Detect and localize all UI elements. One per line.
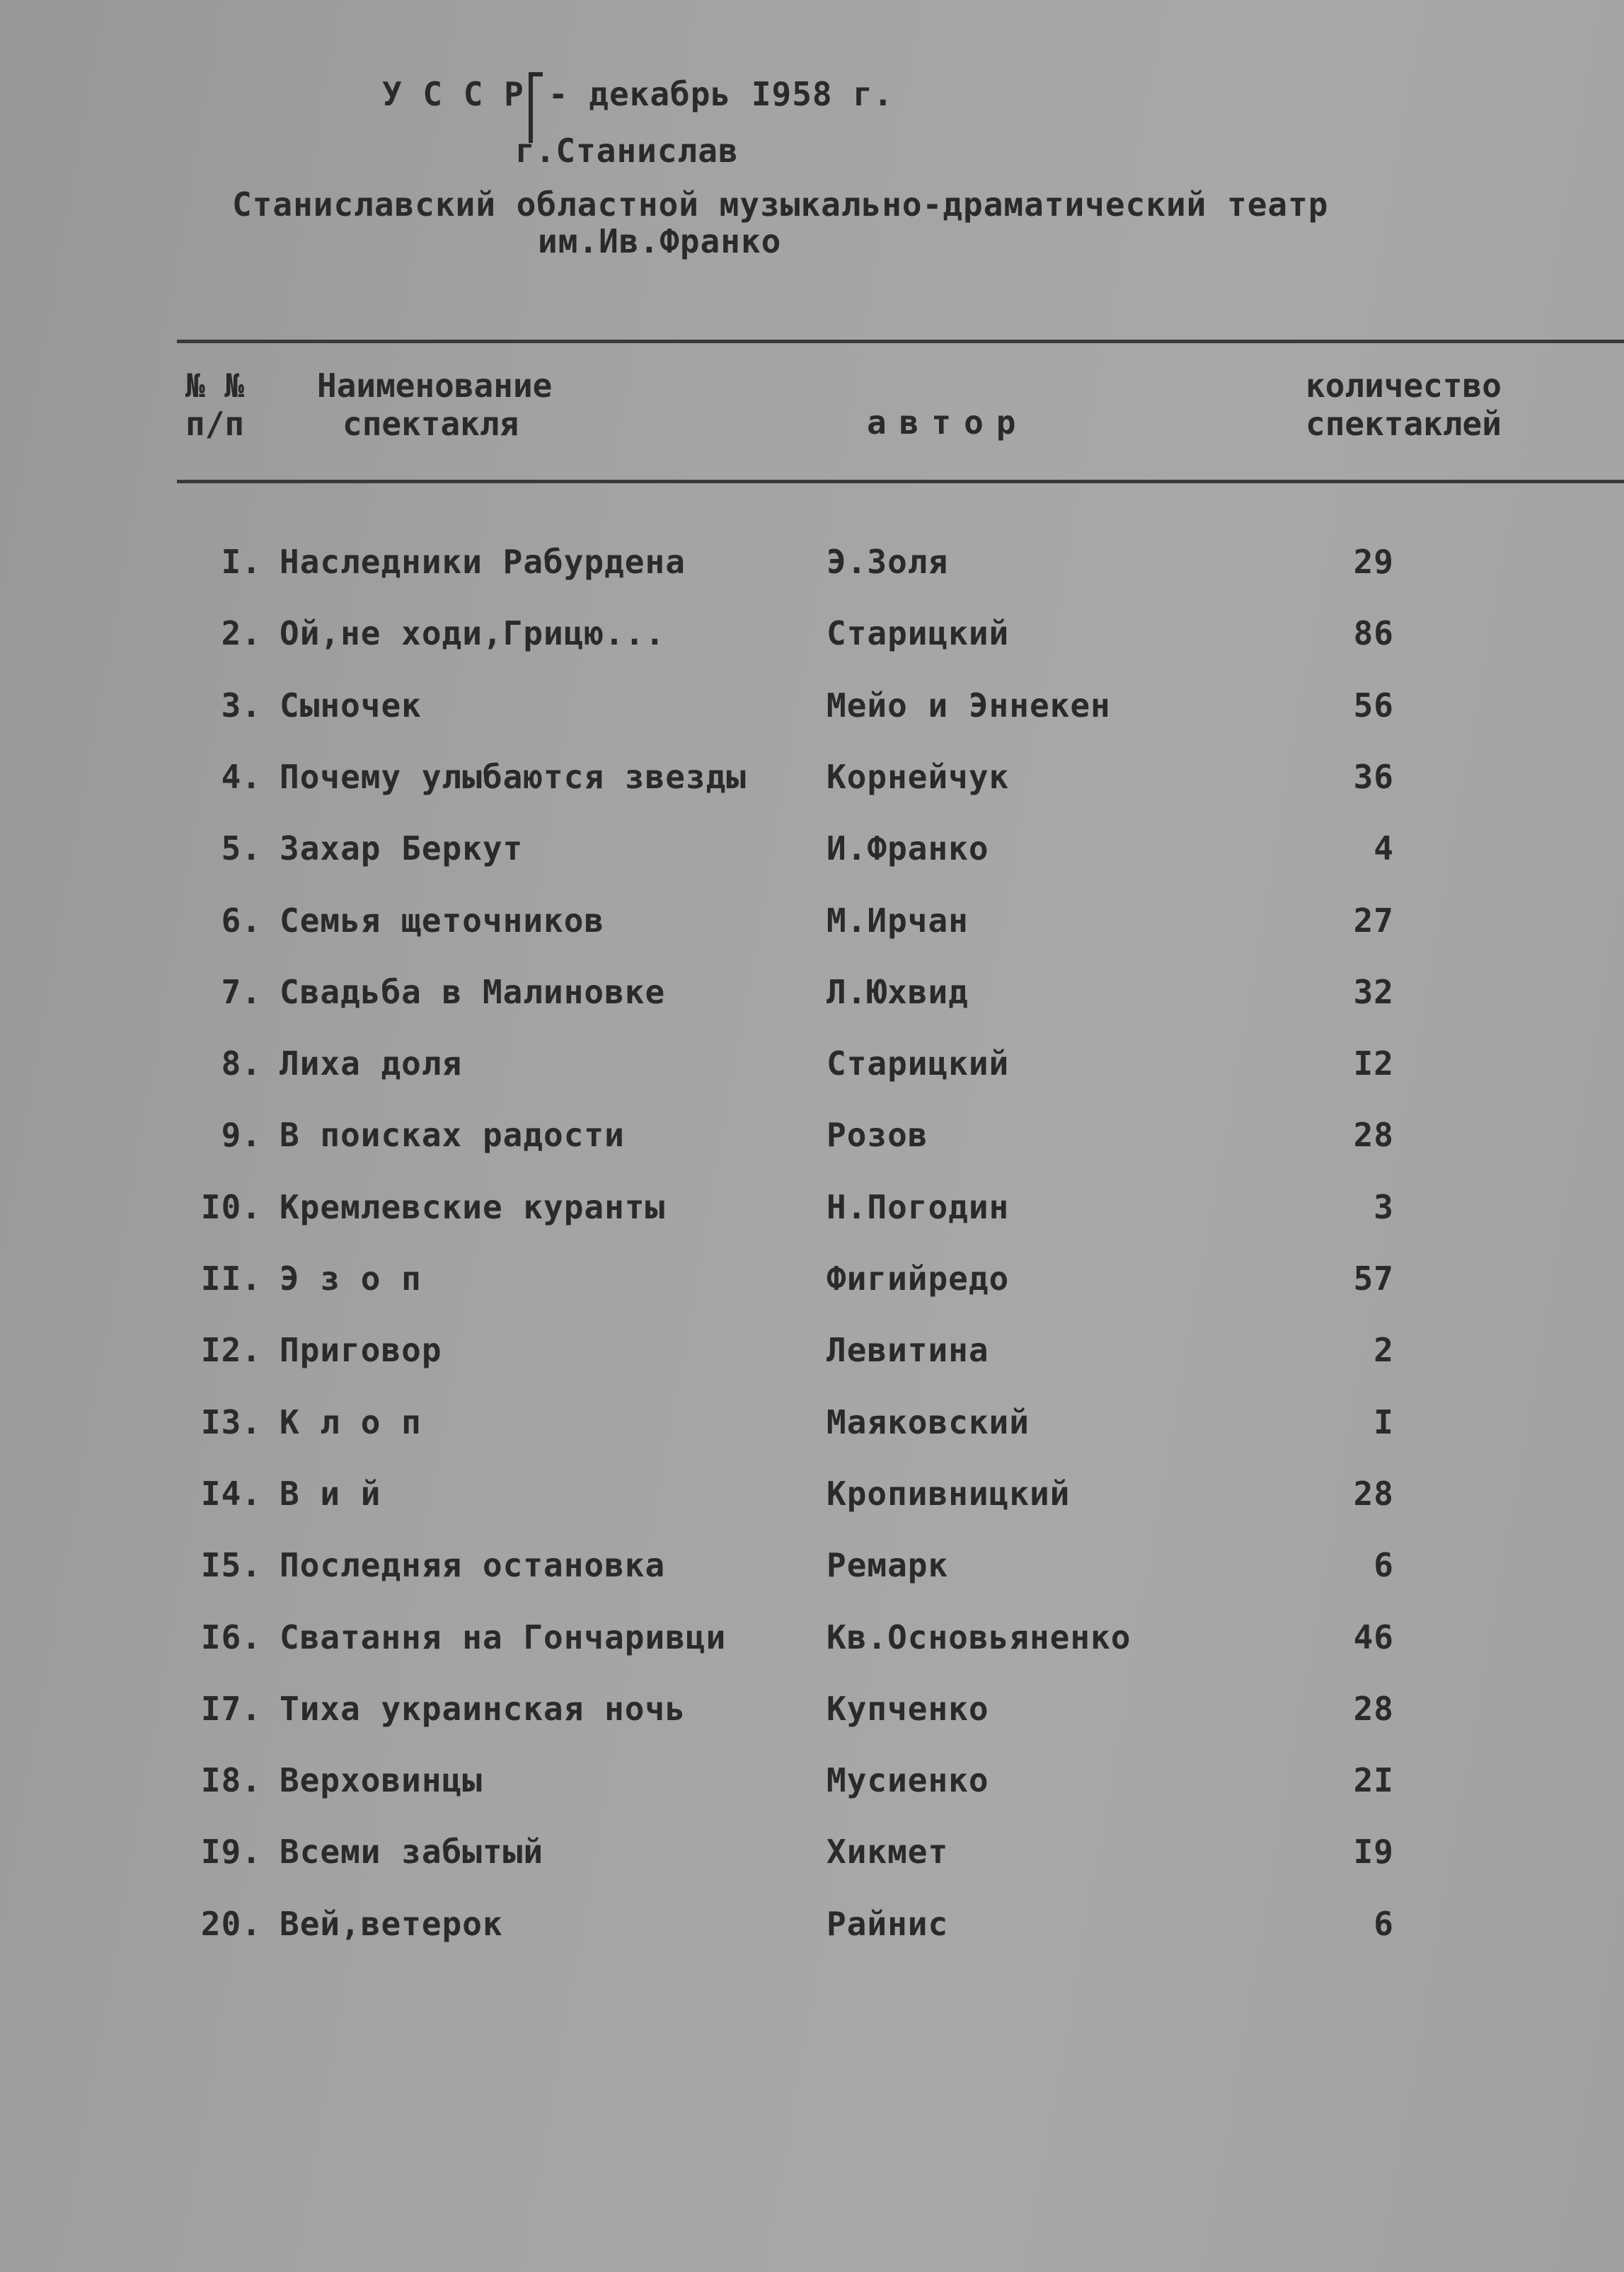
- performance-author: Ремарк: [827, 1546, 949, 1585]
- performance-count: 86: [1353, 614, 1394, 653]
- city-label: г.Станислав: [515, 132, 739, 170]
- row-number: I8.: [200, 1761, 262, 1800]
- row-number: 7.: [221, 972, 262, 1011]
- table-row: [0, 1759, 1624, 1801]
- performance-title: К л о п: [280, 1402, 422, 1441]
- table-row: [0, 1544, 1624, 1586]
- row-number: 9.: [221, 1116, 262, 1155]
- performance-title: Свадьба в Малиновке: [280, 972, 666, 1011]
- column-header-title-line1: Наименование: [317, 367, 553, 405]
- performance-author: Маяковский: [827, 1402, 1030, 1441]
- performance-author: Старицкий: [827, 614, 1010, 653]
- period-label: - декабрь I958 г.: [548, 75, 894, 113]
- performance-title: Тиха украинская ночь: [280, 1689, 686, 1728]
- performance-count: I: [1374, 1402, 1394, 1441]
- performance-count: I2: [1353, 1044, 1394, 1083]
- table-row: [0, 1114, 1624, 1156]
- table-row: [0, 1401, 1624, 1443]
- performance-title: Последняя остановка: [280, 1546, 666, 1585]
- table-row: [0, 1903, 1624, 1945]
- table-row: [0, 1329, 1624, 1371]
- performance-author: Корнейчук: [827, 757, 1010, 796]
- row-number: I3.: [200, 1402, 262, 1441]
- performance-title: Вей,ветерок: [280, 1904, 503, 1943]
- table-row: [0, 899, 1624, 942]
- column-header-count-line1: количество: [1306, 367, 1502, 405]
- column-header-count: [1306, 367, 1502, 443]
- performance-author: М.Ирчан: [827, 901, 969, 940]
- performance-author: Розов: [827, 1116, 928, 1155]
- performance-title: Всеми забытый: [280, 1833, 544, 1872]
- table-header-bottom-rule: [177, 480, 1624, 483]
- table-row: [0, 1830, 1624, 1873]
- performance-count: I9: [1353, 1833, 1394, 1872]
- table-row: [0, 756, 1624, 798]
- performance-author: Фигийредо: [827, 1259, 1010, 1298]
- row-number: I5.: [200, 1546, 262, 1585]
- theatre-name: Станиславский областной музыкально-драматический театр: [232, 185, 1329, 224]
- row-number: I2.: [200, 1331, 262, 1370]
- performance-count: 2I: [1353, 1761, 1394, 1800]
- performance-count: 2: [1374, 1331, 1394, 1370]
- performance-count: 4: [1374, 829, 1394, 868]
- row-number: 4.: [221, 757, 262, 796]
- row-number: 6.: [221, 901, 262, 940]
- performance-title: Э з о п: [280, 1259, 422, 1298]
- row-number: I7.: [200, 1689, 262, 1728]
- row-number: 5.: [221, 829, 262, 868]
- performance-count: 28: [1353, 1689, 1394, 1728]
- performance-count: 57: [1353, 1259, 1394, 1298]
- table-row: [0, 1472, 1624, 1515]
- performance-title: В поисках радости: [280, 1116, 625, 1155]
- performance-author: Л.Юхвид: [827, 972, 969, 1011]
- row-number: I.: [221, 543, 262, 581]
- table-row: [0, 1688, 1624, 1730]
- table-row: [0, 612, 1624, 655]
- row-number: I0.: [200, 1187, 262, 1226]
- row-number: 8.: [221, 1044, 262, 1083]
- performance-author: Хикмет: [827, 1833, 949, 1872]
- performance-author: Кропивницкий: [827, 1474, 1071, 1513]
- performance-author: Мейо и Эннекен: [827, 686, 1111, 725]
- performance-title: Верховинцы: [280, 1761, 483, 1800]
- table-row: [0, 1042, 1624, 1085]
- row-number: 3.: [221, 686, 262, 725]
- row-number: I6.: [200, 1617, 262, 1656]
- performance-title: Ой,не ходи,Грицю...: [280, 614, 666, 653]
- table-row: [0, 971, 1624, 1013]
- performance-count: 36: [1353, 757, 1394, 796]
- column-header-number-line2: п/п: [185, 405, 245, 443]
- row-number: 2.: [221, 614, 262, 653]
- performance-count: 32: [1353, 972, 1394, 1011]
- performance-count: 28: [1353, 1474, 1394, 1513]
- performance-author: Кв.Основьяненко: [827, 1617, 1131, 1656]
- table-row: [0, 684, 1624, 727]
- row-number: 20.: [200, 1904, 262, 1943]
- performance-author: Старицкий: [827, 1044, 1010, 1083]
- table-row: [0, 827, 1624, 870]
- performance-title: Семья щеточников: [280, 901, 605, 940]
- performance-count: 6: [1374, 1904, 1394, 1943]
- performance-count: 56: [1353, 686, 1394, 725]
- performance-title: Сыночек: [280, 686, 422, 725]
- column-header-title: [317, 367, 552, 443]
- table-row: [0, 1186, 1624, 1228]
- performance-author: Мусиенко: [827, 1761, 989, 1800]
- table-row: [0, 541, 1624, 583]
- column-header-count-line2: спектаклей: [1306, 405, 1502, 443]
- performance-author: Э.Золя: [827, 543, 949, 581]
- theatre-named-after: им.Ив.Франко: [538, 222, 782, 260]
- column-header-author: автор: [867, 403, 1029, 442]
- performance-author: Левитина: [827, 1331, 989, 1370]
- performance-title: Захар Беркут: [280, 829, 524, 868]
- performance-title: Приговор: [280, 1331, 442, 1370]
- column-header-number: [185, 367, 244, 443]
- performance-title: Наследники Рабурдена: [280, 543, 686, 581]
- table-row: [0, 1616, 1624, 1659]
- republic-label: У С С Р: [382, 75, 524, 113]
- performance-author: Купченко: [827, 1689, 989, 1728]
- row-number: I9.: [200, 1833, 262, 1872]
- row-number: I4.: [200, 1474, 262, 1513]
- performance-author: Н.Погодин: [827, 1187, 1010, 1226]
- table-top-rule: [177, 340, 1624, 343]
- performance-title: В и й: [280, 1474, 381, 1513]
- performance-author: Райнис: [827, 1904, 949, 1943]
- column-header-number-line1: № №: [185, 367, 245, 405]
- performance-count: 28: [1353, 1116, 1394, 1155]
- performance-count: 29: [1353, 543, 1394, 581]
- performance-count: 6: [1374, 1546, 1394, 1585]
- performance-title: Кремлевские куранты: [280, 1187, 666, 1226]
- performance-count: 46: [1353, 1617, 1394, 1656]
- performance-title: Лиха доля: [280, 1044, 463, 1083]
- performance-author: И.Франко: [827, 829, 989, 868]
- performance-count: 3: [1374, 1187, 1394, 1226]
- performance-title: Сватання на Гончаривци: [280, 1617, 727, 1656]
- performance-title: Почему улыбаются звезды: [280, 757, 747, 796]
- table-row: [0, 1257, 1624, 1300]
- column-header-title-line2: спектакля: [342, 405, 519, 443]
- performance-count: 27: [1353, 901, 1394, 940]
- row-number: II.: [200, 1259, 262, 1298]
